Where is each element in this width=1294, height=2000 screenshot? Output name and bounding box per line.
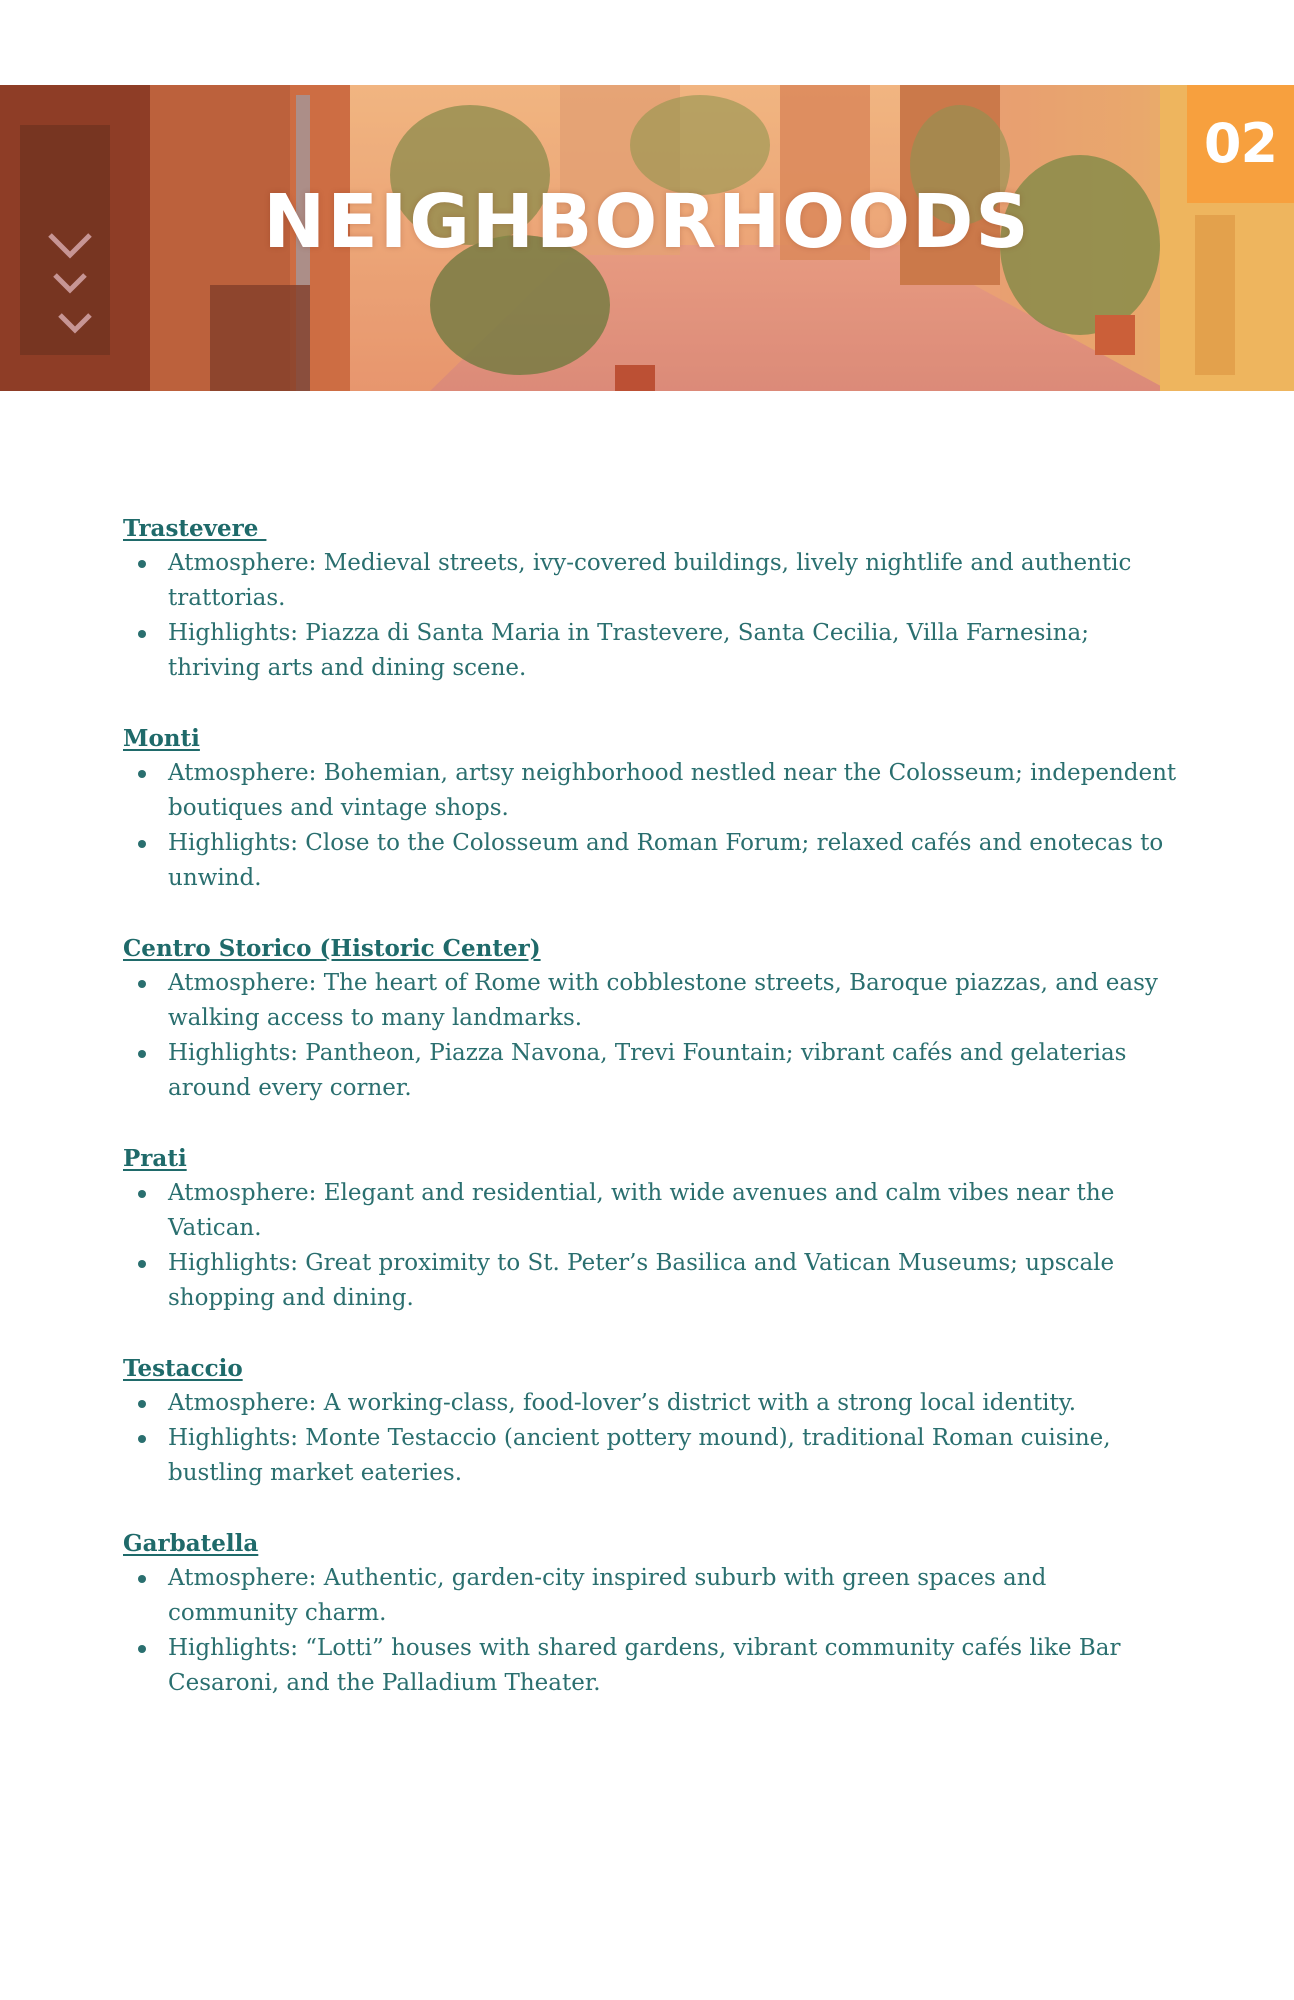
bullet-text: Highlights: Great proximity to St. Peter’s Basilica and Vatican Museums; upscale shopping and dining. (168, 1250, 1115, 1311)
bullet-dot-icon (138, 770, 146, 778)
list-item (123, 1631, 1183, 1701)
bullet-dot-icon (138, 1575, 146, 1583)
bullet-dot-icon (138, 980, 146, 988)
section-heading: Trastevere (123, 515, 267, 542)
section-trastevere (123, 511, 1183, 686)
section-centro-storico (123, 931, 1183, 1106)
bullet-list (123, 1386, 1183, 1491)
neighborhood-list (123, 511, 1183, 1736)
bullet-list (123, 756, 1183, 896)
list-item (123, 1176, 1183, 1246)
list-item (123, 616, 1183, 686)
bullet-text: Highlights: Piazza di Santa Maria in Trastevere, Santa Cecilia, Villa Farnesina; thriving arts and dining scene. (168, 620, 1089, 681)
section-prati (123, 1141, 1183, 1316)
bullet-text: Atmosphere: Authentic, garden-city inspired suburb with green spaces and community charm. (168, 1565, 1047, 1626)
bullet-dot-icon (138, 1400, 146, 1408)
section-heading: Prati (123, 1145, 187, 1172)
header-banner (0, 85, 1294, 391)
bullet-dot-icon (138, 630, 146, 638)
bullet-dot-icon (138, 1190, 146, 1198)
bullet-text: Atmosphere: Elegant and residential, with wide avenues and calm vibes near the Vatican. (168, 1180, 1115, 1241)
chapter-number-badge: 02 (1187, 85, 1294, 203)
bullet-list (123, 546, 1183, 686)
list-item (123, 1386, 1183, 1421)
bullet-dot-icon (138, 560, 146, 568)
bullet-dot-icon (138, 1260, 146, 1268)
list-item (123, 546, 1183, 616)
bullet-dot-icon (138, 1050, 146, 1058)
bullet-text: Highlights: “Lotti” houses with shared gardens, vibrant community cafés like Bar Cesaroni, and the Palladium Theater. (168, 1635, 1121, 1696)
bullet-text: Highlights: Monte Testaccio (ancient pottery mound), traditional Roman cuisine, bustling market eateries. (168, 1425, 1111, 1486)
section-monti (123, 721, 1183, 896)
bullet-text: Atmosphere: The heart of Rome with cobblestone streets, Baroque piazzas, and easy walking access to many landmarks. (168, 970, 1158, 1031)
section-heading: Centro Storico (Historic Center) (123, 935, 541, 962)
bullet-list (123, 966, 1183, 1106)
bullet-dot-icon (138, 1435, 146, 1443)
list-item (123, 1561, 1183, 1631)
bullet-list (123, 1176, 1183, 1316)
bullet-text: Highlights: Close to the Colosseum and Roman Forum; relaxed cafés and enotecas to unwind. (168, 830, 1164, 891)
bullet-text: Atmosphere: Medieval streets, ivy-covered buildings, lively nightlife and authentic trattorias. (168, 550, 1132, 611)
bullet-list (123, 1561, 1183, 1701)
page-title: NEIGHBORHOODS (263, 179, 1031, 265)
section-testaccio (123, 1351, 1183, 1491)
list-item (123, 756, 1183, 826)
list-item (123, 1421, 1183, 1491)
bullet-text: Atmosphere: Bohemian, artsy neighborhood nestled near the Colosseum; independent boutiques and vintage shops. (168, 760, 1177, 821)
bullet-dot-icon (138, 840, 146, 848)
section-garbatella (123, 1526, 1183, 1701)
list-item (123, 1246, 1183, 1316)
bullet-text: Highlights: Pantheon, Piazza Navona, Trevi Fountain; vibrant cafés and gelaterias around every corner. (168, 1040, 1127, 1101)
section-heading: Garbatella (123, 1530, 259, 1557)
section-heading: Testaccio (123, 1355, 243, 1382)
list-item (123, 966, 1183, 1036)
list-item (123, 1036, 1183, 1106)
bullet-text: Atmosphere: A working-class, food-lover’s district with a strong local identity. (168, 1390, 1077, 1416)
list-item (123, 826, 1183, 896)
bullet-dot-icon (138, 1645, 146, 1653)
section-heading: Monti (123, 725, 200, 752)
